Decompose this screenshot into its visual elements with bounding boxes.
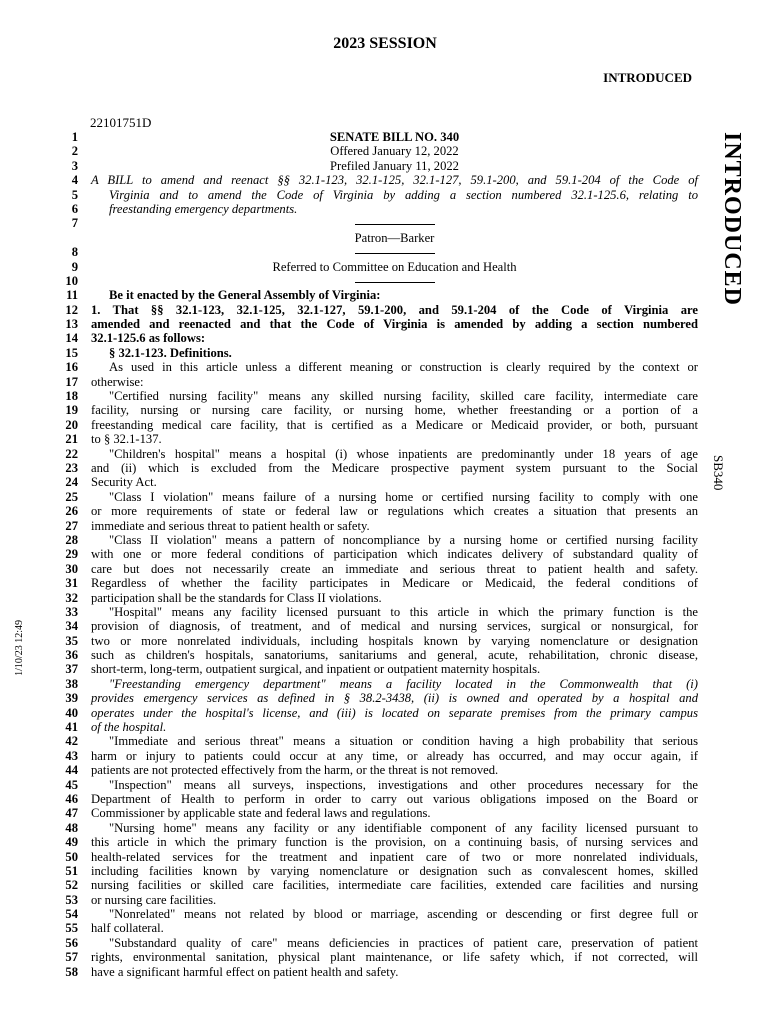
text-line <box>50 907 698 921</box>
line-number: 21 <box>65 432 78 447</box>
line-text: Department of Health to perform in order to carry out various obligations imposed on the Board or <box>91 791 698 806</box>
line-text: "Nursing home" means any facility or any identifiable component of any facility licensed pursuant to <box>109 820 698 835</box>
line-number: 57 <box>65 950 78 965</box>
line-number: 25 <box>65 489 78 504</box>
line-number: 50 <box>65 849 78 864</box>
line-number: 40 <box>65 705 78 720</box>
text-line <box>50 533 698 547</box>
line-number: 45 <box>65 777 78 792</box>
divider <box>355 282 435 283</box>
text-line <box>50 274 698 288</box>
line-number: 51 <box>65 863 78 878</box>
line-text: freestanding emergency departments. <box>109 201 298 216</box>
line-number: 18 <box>65 389 78 404</box>
text-line <box>50 432 698 446</box>
text-line <box>50 562 698 576</box>
text-line <box>50 475 698 489</box>
line-number: 44 <box>65 763 78 778</box>
text-line <box>50 288 698 302</box>
line-number: 46 <box>65 791 78 806</box>
line-number: 30 <box>65 561 78 576</box>
line-text: Regardless of whether the facility participates in Medicare or Medicaid, the federal conditions of <box>91 576 698 591</box>
line-text: Commissioner by applicable state and federal laws and regulations. <box>91 806 431 821</box>
separator-rule <box>91 274 698 288</box>
line-number: 23 <box>65 460 78 475</box>
text-line <box>50 591 698 605</box>
text-line <box>50 447 698 461</box>
line-text: "Nonrelated" means not related by blood or marriage, ascending or descending or first degree full or <box>109 907 698 922</box>
line-text: Virginia and to amend the Code of Virginia by adding a section numbered 32.1-125.6, relating to <box>109 187 698 202</box>
text-line <box>50 720 698 734</box>
line-text: such as children's hospitals, sanatoriums, sanitariums and general, acute, rehabilitation, chronic disease, <box>91 648 698 663</box>
line-text: "Inspection" means all surveys, inspections, investigations and other procedures necessary for the <box>109 777 698 792</box>
line-text: two or more nonrelated individuals, including hospitals known by varying nomenclature or designation <box>91 633 698 648</box>
line-number: 6 <box>71 201 78 216</box>
datetime-sidebar <box>14 620 34 680</box>
line-text: health-related services for the treatment and inpatient care of two or more nonrelated individuals, <box>91 849 698 864</box>
line-number: 4 <box>71 173 78 188</box>
line-number: 56 <box>65 935 78 950</box>
line-number: 2 <box>71 144 78 159</box>
text-line <box>50 418 698 432</box>
text-line <box>50 375 698 389</box>
line-number: 27 <box>65 518 78 533</box>
line-text: half collateral. <box>91 921 164 936</box>
text-line <box>50 806 698 820</box>
text-line <box>50 936 698 950</box>
text-line <box>50 331 698 345</box>
line-text: 1. That §§ 32.1-123, 32.1-125, 32.1-127, 59.1-200, and 59.1-204 of the Code of Virginia are <box>91 302 698 317</box>
text-line <box>50 965 698 979</box>
line-text: "Substandard quality of care" means deficiencies in practices of patient care, preservation of patient <box>109 935 698 950</box>
line-text: to § 32.1-137. <box>91 432 162 447</box>
datetime-text: 1/10/23 12:49 <box>14 620 25 676</box>
text-line <box>50 677 698 691</box>
line-number: 19 <box>65 403 78 418</box>
text-line <box>50 749 698 763</box>
text-line <box>50 504 698 518</box>
line-text: of the hospital. <box>91 720 167 735</box>
text-line <box>50 130 698 144</box>
line-number: 22 <box>65 446 78 461</box>
line-text: harm or injury to patients could occur at any time, or already has occurred, and may occur again, if <box>91 748 698 763</box>
line-number: 24 <box>65 475 78 490</box>
text-line <box>50 734 698 748</box>
separator-rule <box>91 216 698 230</box>
line-text: rights, environmental sanitation, physical plant maintenance, or life safety which, if not corrected, will <box>91 950 698 965</box>
line-text: Patron—Barker <box>354 230 435 245</box>
line-text: including facilities known by varying nomenclature or designation such as convalescent homes, skilled <box>91 863 698 878</box>
line-number: 35 <box>65 633 78 648</box>
line-number: 33 <box>65 604 78 619</box>
line-number: 39 <box>65 691 78 706</box>
line-number: 32 <box>65 590 78 605</box>
text-line <box>50 691 698 705</box>
line-number: 58 <box>65 964 78 979</box>
text-line <box>50 950 698 964</box>
bill-text <box>50 130 698 979</box>
line-number: 53 <box>65 892 78 907</box>
text-line <box>50 662 698 676</box>
line-number: 26 <box>65 504 78 519</box>
line-number: 29 <box>65 547 78 562</box>
text-line <box>50 547 698 561</box>
line-number: 15 <box>65 345 78 360</box>
text-line <box>50 245 698 259</box>
line-number: 5 <box>71 187 78 202</box>
text-line <box>50 605 698 619</box>
line-number: 10 <box>65 273 78 288</box>
line-number: 8 <box>71 245 78 260</box>
line-text: "Certified nursing facility" means any skilled nursing facility, skilled care facility, intermediate care <box>109 389 698 404</box>
introduced-sidebar-text: INTRODUCED <box>719 132 745 307</box>
text-line <box>50 576 698 590</box>
text-line <box>50 159 698 173</box>
text-line <box>50 921 698 935</box>
text-line <box>50 461 698 475</box>
line-number: 47 <box>65 806 78 821</box>
text-line <box>50 778 698 792</box>
line-text: SENATE BILL NO. 340 <box>329 130 460 144</box>
text-line <box>50 260 698 274</box>
separator-rule <box>91 245 698 259</box>
text-line <box>50 403 698 417</box>
text-line <box>50 864 698 878</box>
line-text: this article in which the primary function is the provision, on a continuing basis, of nursing services and <box>91 835 698 850</box>
line-number: 41 <box>65 720 78 735</box>
text-line <box>50 216 698 230</box>
line-text: Security Act. <box>91 475 157 490</box>
line-text: provides emergency services as defined in § 38.2-3438, (ii) is owned and operated by a hospital and <box>91 691 698 706</box>
line-text: Prefiled January 11, 2022 <box>330 158 459 173</box>
line-text: "Immediate and serious threat" means a situation or condition having a high probability that serious <box>109 734 698 749</box>
text-line <box>50 835 698 849</box>
line-number: 12 <box>65 302 78 317</box>
line-text: and (ii) which is excluded from the Medicare prospective payment system pursuant to the Social <box>91 460 698 475</box>
line-number: 14 <box>65 331 78 346</box>
text-line <box>50 144 698 158</box>
session-title: 2023 SESSION <box>333 35 437 52</box>
text-line <box>50 634 698 648</box>
line-text: 32.1-125.6 as follows: <box>91 331 206 346</box>
line-number: 1 <box>71 130 78 144</box>
line-text: immediate and serious threat to patient health or safety. <box>91 518 370 533</box>
line-number: 9 <box>71 259 78 274</box>
line-text: As used in this article unless a different meaning or construction is clearly required by the context or <box>109 360 698 375</box>
text-line <box>50 893 698 907</box>
text-line <box>50 878 698 892</box>
line-text: have a significant harmful effect on patient health and safety. <box>91 964 399 979</box>
text-line <box>50 303 698 317</box>
line-text: A BILL to amend and reenact §§ 32.1-123, 32.1-125, 32.1-127, 59.1-200, and 59.1-204 of the Code of <box>91 173 698 188</box>
bill-code-sidebar <box>710 455 730 505</box>
line-text: short-term, long-term, outpatient surgical, and inpatient or outpatient maternity hospitals. <box>91 662 541 677</box>
line-number: 7 <box>71 216 78 231</box>
line-text: § 32.1-123. Definitions. <box>109 345 232 360</box>
introduced-sidebar <box>718 132 748 362</box>
line-text: facility, nursing or nursing care facility, or nursing home, whether freestanding or a portion of a <box>91 403 698 418</box>
text-line <box>50 850 698 864</box>
line-text: with one or more federal conditions of participation which indicates delivery of substandard quality of <box>91 547 698 562</box>
line-text: amended and reenacted and that the Code of Virginia is amended by adding a section numbered <box>91 317 698 332</box>
line-number: 20 <box>65 417 78 432</box>
line-number: 49 <box>65 835 78 850</box>
line-text: participation shall be the standards for Class II violations. <box>91 590 382 605</box>
text-line <box>50 173 698 187</box>
text-line <box>50 648 698 662</box>
line-number: 42 <box>65 734 78 749</box>
line-number: 48 <box>65 820 78 835</box>
text-line <box>50 188 698 202</box>
line-number: 28 <box>65 532 78 547</box>
text-line <box>50 202 698 216</box>
line-number: 55 <box>65 921 78 936</box>
text-line <box>50 389 698 403</box>
text-line <box>50 619 698 633</box>
line-number: 54 <box>65 907 78 922</box>
line-number: 16 <box>65 360 78 375</box>
text-line <box>50 490 698 504</box>
text-line <box>50 821 698 835</box>
status-label: INTRODUCED <box>603 70 692 85</box>
line-text: care but does not necessarily create an immediate and serious threat to patient health and safety. <box>91 561 698 576</box>
bill-id: 22101751D <box>90 115 152 130</box>
text-line <box>50 360 698 374</box>
text-line <box>50 763 698 777</box>
line-text: operates under the hospital's license, and (iii) is located on separate premises from the primary campus <box>91 705 698 720</box>
line-text: "Class I violation" means failure of a nursing home or certified nursing facility to comply with one <box>109 489 698 504</box>
text-line <box>50 317 698 331</box>
line-number: 13 <box>65 317 78 332</box>
divider <box>355 224 435 225</box>
line-text: patients are not protected effectively from the harm, or the threat is not removed. <box>91 763 499 778</box>
divider <box>355 253 435 254</box>
line-number: 36 <box>65 648 78 663</box>
text-line <box>50 346 698 360</box>
line-number: 31 <box>65 576 78 591</box>
text-line <box>50 519 698 533</box>
line-number: 34 <box>65 619 78 634</box>
line-text: "Class II violation" means a pattern of noncompliance by a nursing home or certified nursing facility <box>109 532 698 547</box>
line-text: Offered January 12, 2022 <box>330 144 459 159</box>
line-text: otherwise: <box>91 374 144 389</box>
line-text: "Children's hospital" means a hospital (i) whose inpatients are predominantly under 18 years of age <box>109 446 698 461</box>
text-line <box>50 706 698 720</box>
line-number: 38 <box>65 676 78 691</box>
line-text: nursing facilities or skilled care facilities, intermediate care facilities, extended care facilities and nursing <box>91 878 698 893</box>
line-number: 17 <box>65 374 78 389</box>
line-text: or nursing care facilities. <box>91 892 217 907</box>
text-line <box>50 231 698 245</box>
line-text: or more requirements of state or federal law or regulations which creates a situation that presents an <box>91 504 698 519</box>
bill-code-text: SB340 <box>711 455 726 491</box>
line-text: Be it enacted by the General Assembly of Virginia: <box>109 288 381 303</box>
line-text: "Hospital" means any facility licensed pursuant to this article in which the primary function is the <box>109 604 698 619</box>
text-line <box>50 792 698 806</box>
line-number: 37 <box>65 662 78 677</box>
line-number: 43 <box>65 748 78 763</box>
line-text: freestanding medical care facility, that is certified as a Medicare or Medicaid provider, or both, pursuant <box>91 417 698 432</box>
line-number: 52 <box>65 878 78 893</box>
line-text: Referred to Committee on Education and Health <box>272 259 517 274</box>
line-number: 3 <box>71 158 78 173</box>
line-text: "Freestanding emergency department" means a facility located in the Commonwealth that (i) <box>109 676 698 691</box>
line-text: provision of diagnosis, of treatment, and of medical and nursing services, surgical or nonsurgical, for <box>91 619 698 634</box>
line-number: 11 <box>66 288 78 303</box>
